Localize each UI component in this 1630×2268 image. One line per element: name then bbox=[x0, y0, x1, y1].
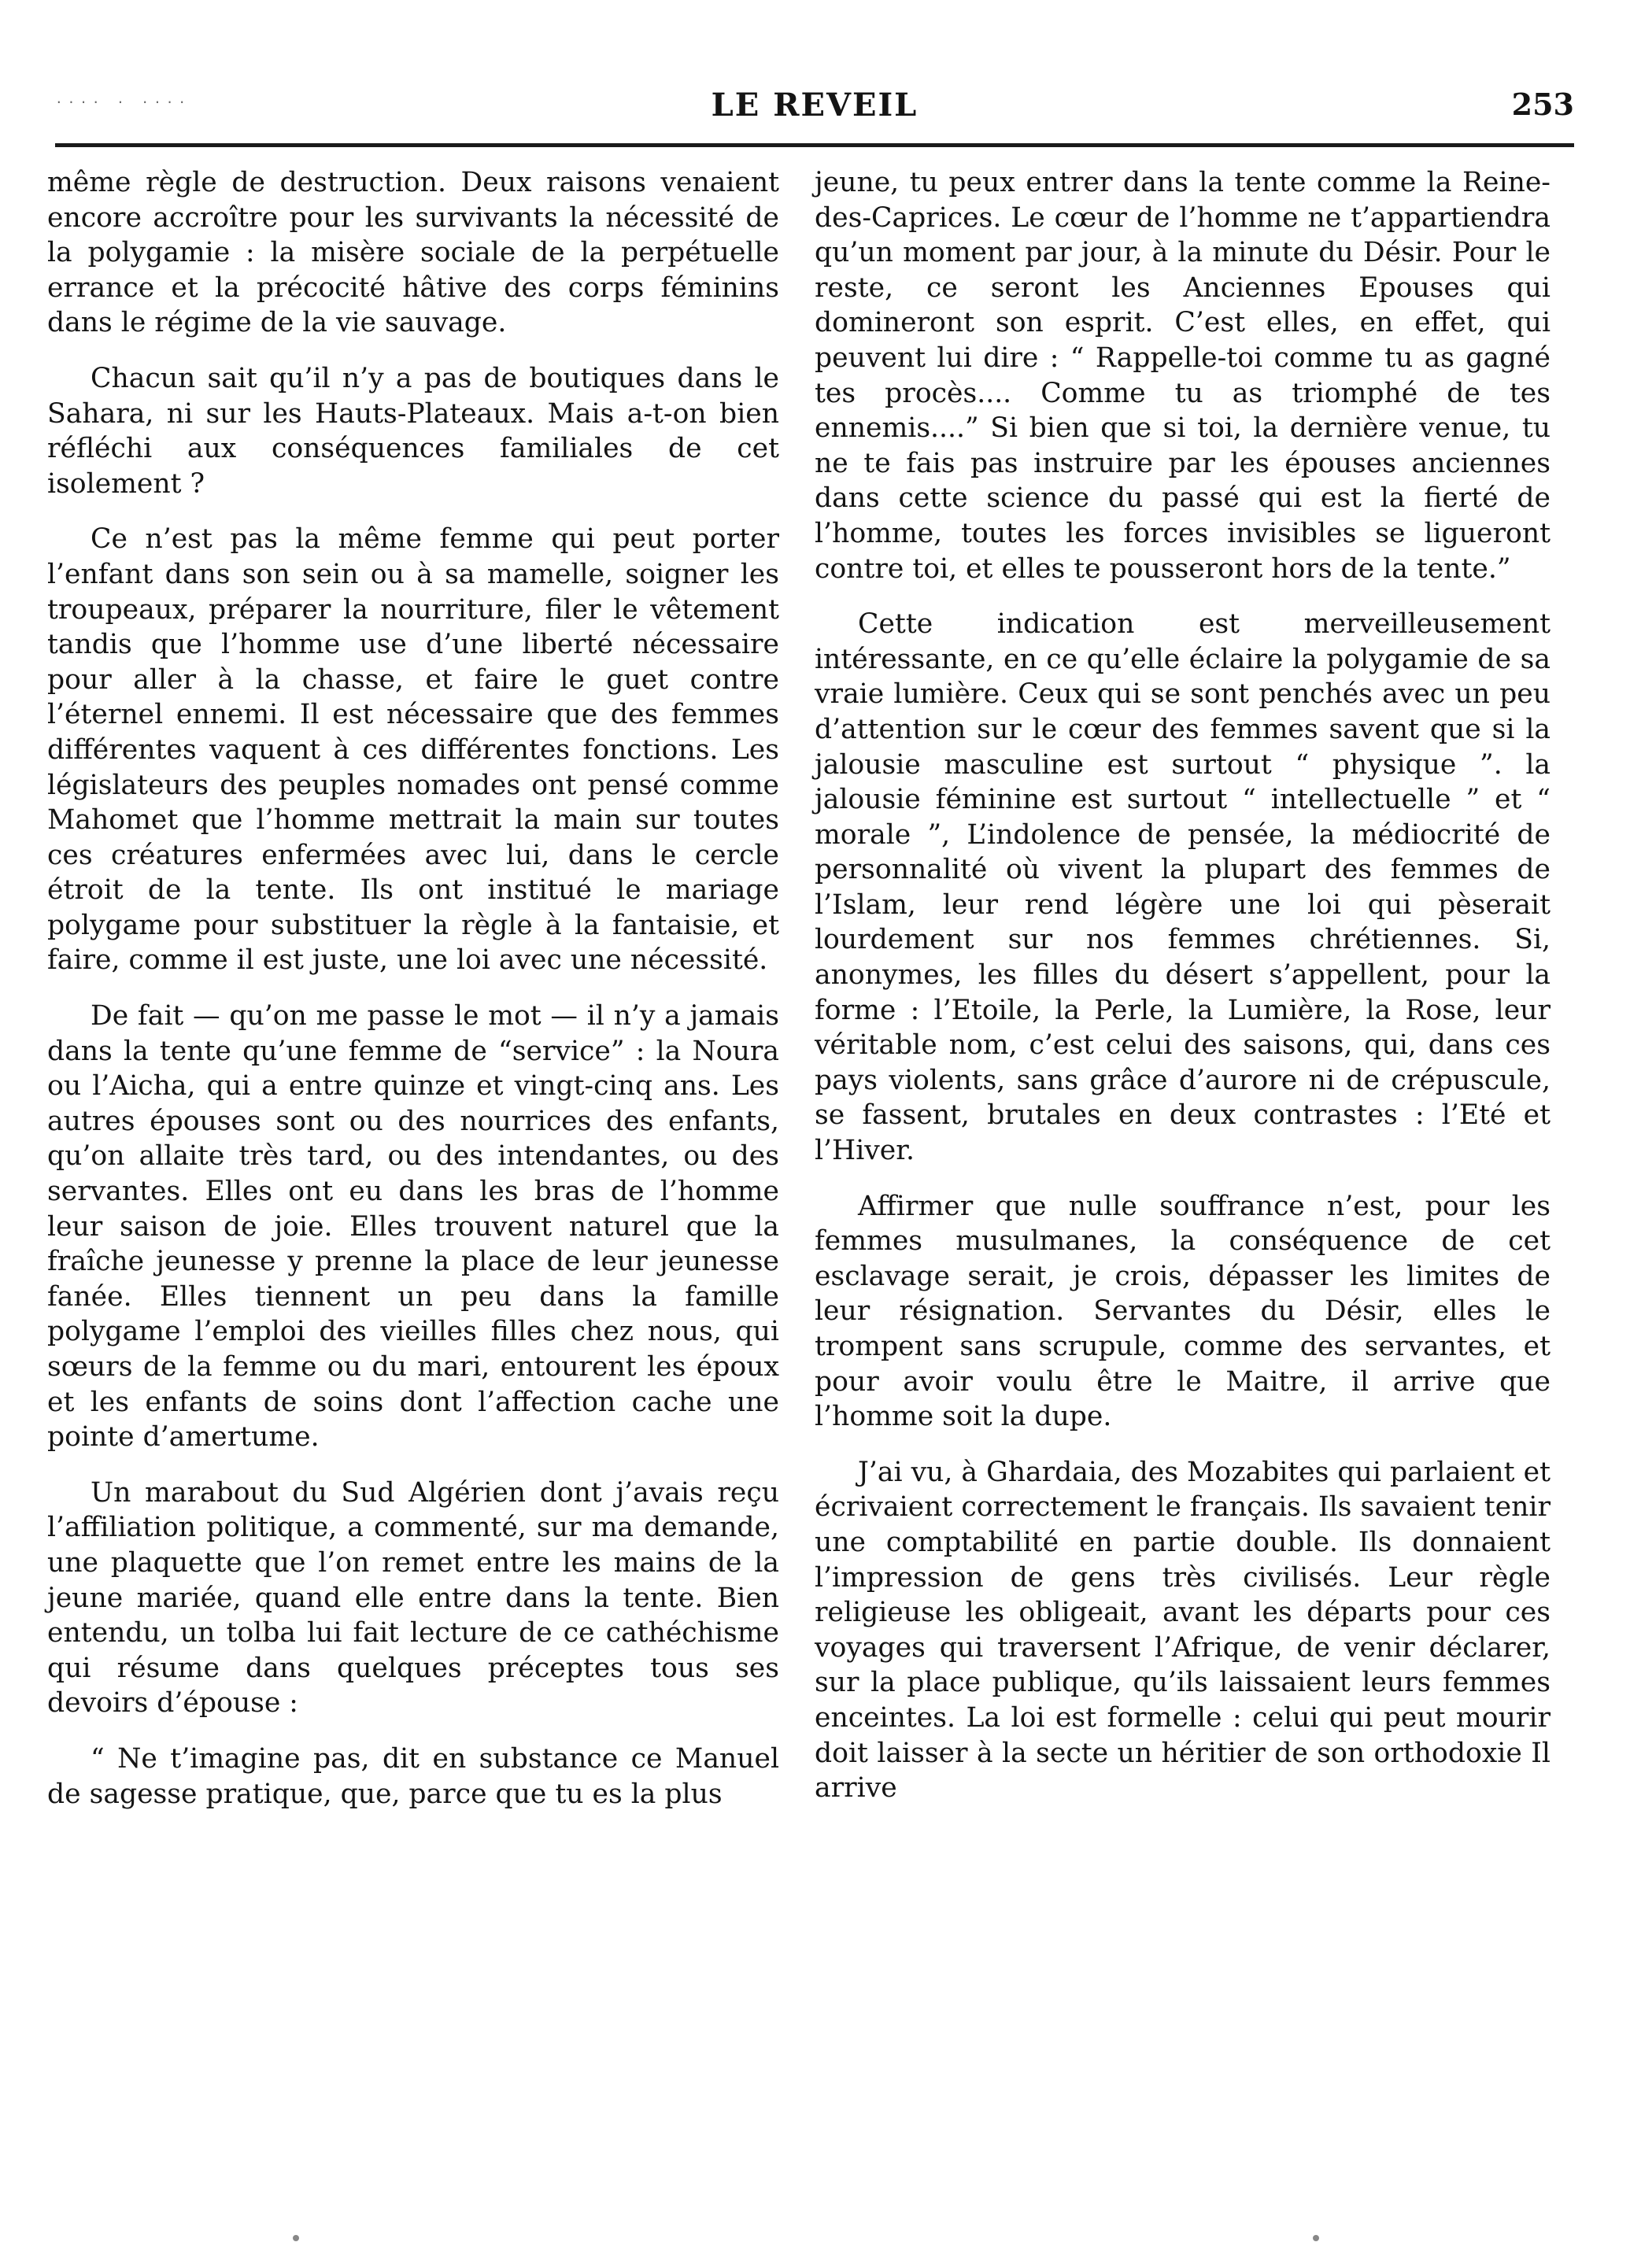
page-header bbox=[55, 87, 1574, 134]
left-column bbox=[47, 165, 779, 1832]
paragraph: Affirmer que nulle souffrance n’est, pour les femmes musulmanes, la conséquence de cet esclavage serait, je crois, dépasser les limites de leur résignation. Servantes du Désir, elles le trompent sans scrupule, comme des servantes, et pour avoir voulu être le Maitre, il arrive que l’homme soit la dupe. bbox=[815, 1190, 1551, 1433]
paragraph: Chacun sait qu’il n’y a pas de boutiques dans le Sahara, ni sur les Hauts-Plateaux. Mais a-t-on bien réfléchi aux conséquences familiales de cet isolement ? bbox=[47, 362, 779, 500]
header-marks: .... . .... bbox=[55, 91, 190, 106]
paragraph: Un marabout du Sud Algérien dont j’avais reçu l’affiliation politique, a commenté, sur ma demande, une plaquette que l’on remet entre les mains de la jeune mariée, quand elle entre dans la tente. Bien entendu, un tolba lui fait lecture de ce cathéchisme qui résume dans quelques préceptes tous ses devoirs d’épouse : bbox=[47, 1476, 779, 1719]
paragraph: De fait — qu’on me passe le mot — il n’y a jamais dans la tente qu’une femme de “service” : la Noura ou l’Aicha, qui a entre quinze et vingt-cinq ans. Les autres épouses sont ou des nourrices des enfants, qu’on allaite très tard, ou des intendantes, ou des servantes. Elles ont eu dans les bras de l’homme leur saison de joie. Elles trouvent naturel que la fraîche jeunesse y prenne la place de leur jeunesse fanée. Elles tiennent un peu dans la famille polygame l’emploi des vieilles filles chez nous, qui sœurs de la femme ou du mari, entourent les époux et les enfants de soins dont l’affection cache une pointe d’amertume. bbox=[47, 1000, 779, 1454]
paragraph: Cette indication est merveilleusement intéressante, en ce qu’elle éclaire la polygamie de sa vraie lumière. Ceux qui se sont penchés avec un peu d’attention sur le cœur des femmes savent que si la jalousie masculine est surtout “ physique ”. la jalousie féminine est surtout “ intellectuelle ” et “ morale ”, L’indolence de pensée, la médiocrité de personnalité où vivent la plupart des femmes de l’Islam, leur rend légère une loi qui pèserait lourdement sur nos femmes chrétiennes. Si, anonymes, les filles du désert s’appellent, pour la forme : l’Etoile, la Perle, la Lumière, la Rose, leur véritable nom, c’est celui des saisons, qui, dans ces pays violents, sans grâce d’aurore ni de crépuscule, se fassent, brutales en deux contrastes : l’Eté et l’Hiver. bbox=[815, 608, 1551, 1167]
footer-mark bbox=[1313, 2235, 1319, 2241]
right-column bbox=[815, 165, 1551, 1827]
running-title: LE REVEIL bbox=[711, 87, 918, 124]
header-rule bbox=[55, 143, 1574, 147]
paragraph: même règle de destruction. Deux raisons venaient encore accroître pour les survivants la nécessité de la polygamie : la misère sociale de la perpétuelle errance et la précocité hâtive des corps féminins dans le régime de la vie sauvage. bbox=[47, 167, 779, 339]
page-number: 253 bbox=[1511, 87, 1574, 122]
paragraph: jeune, tu peux entrer dans la tente comme la Reine-des-Caprices. Le cœur de l’homme ne t’appartiendra qu’un moment par jour, à la minute du Désir. Pour le reste, ce seront les Anciennes Epouses qui domineront son esprit. C’est elles, en effet, qui peuvent lui dire : “ Rappelle-toi comme tu as gagné tes procès.... Comme tu as triomphé de tes ennemis....” Si bien que si toi, la dernière venue, tu ne te fais pas instruire par les épouses anciennes dans cette science du passé qui est la fierté de l’homme, toutes les forces invisibles se ligueront contre toi, et elles te pousseront hors de la tente.” bbox=[815, 167, 1551, 585]
paragraph: “ Ne t’imagine pas, dit en substance ce Manuel de sagesse pratique, que, parce que tu es la plus bbox=[47, 1742, 779, 1810]
paragraph: J’ai vu, à Ghardaia, des Mozabites qui parlaient et écrivaient correctement le français. Ils savaient tenir une comptabilité en partie double. Ils donnaient l’impression de gens très civilisés. Leur règle religieuse les obligeait, avant les départs pour ces voyages qui traversent l’Afrique, de venir déclarer, sur la place publique, qu’ils laissaient leurs femmes enceintes. La loi est formelle : celui qui peut mourir doit laisser à la secte un héritier de son orthodoxie Il arrive bbox=[815, 1456, 1551, 1804]
footer-mark bbox=[293, 2235, 299, 2241]
paragraph: Ce n’est pas la même femme qui peut porter l’enfant dans son sein ou à sa mamelle, soigner les troupeaux, préparer la nourriture, filer le vêtement tandis que l’homme use d’une liberté nécessaire pour aller à la chasse, et faire le guet contre l’éternel ennemi. Il est nécessaire que des femmes différentes vaquent à ces différentes fonctions. Les législateurs des peuples nomades ont pensé comme Mahomet que l’homme mettrait la main sur toutes ces créatures enfermées avec lui, dans le cercle étroit de la tente. Ils ont institué le mariage polygame pour substituer la règle à la fantaisie, et faire, comme il est juste, une loi avec une nécessité. bbox=[47, 523, 779, 977]
